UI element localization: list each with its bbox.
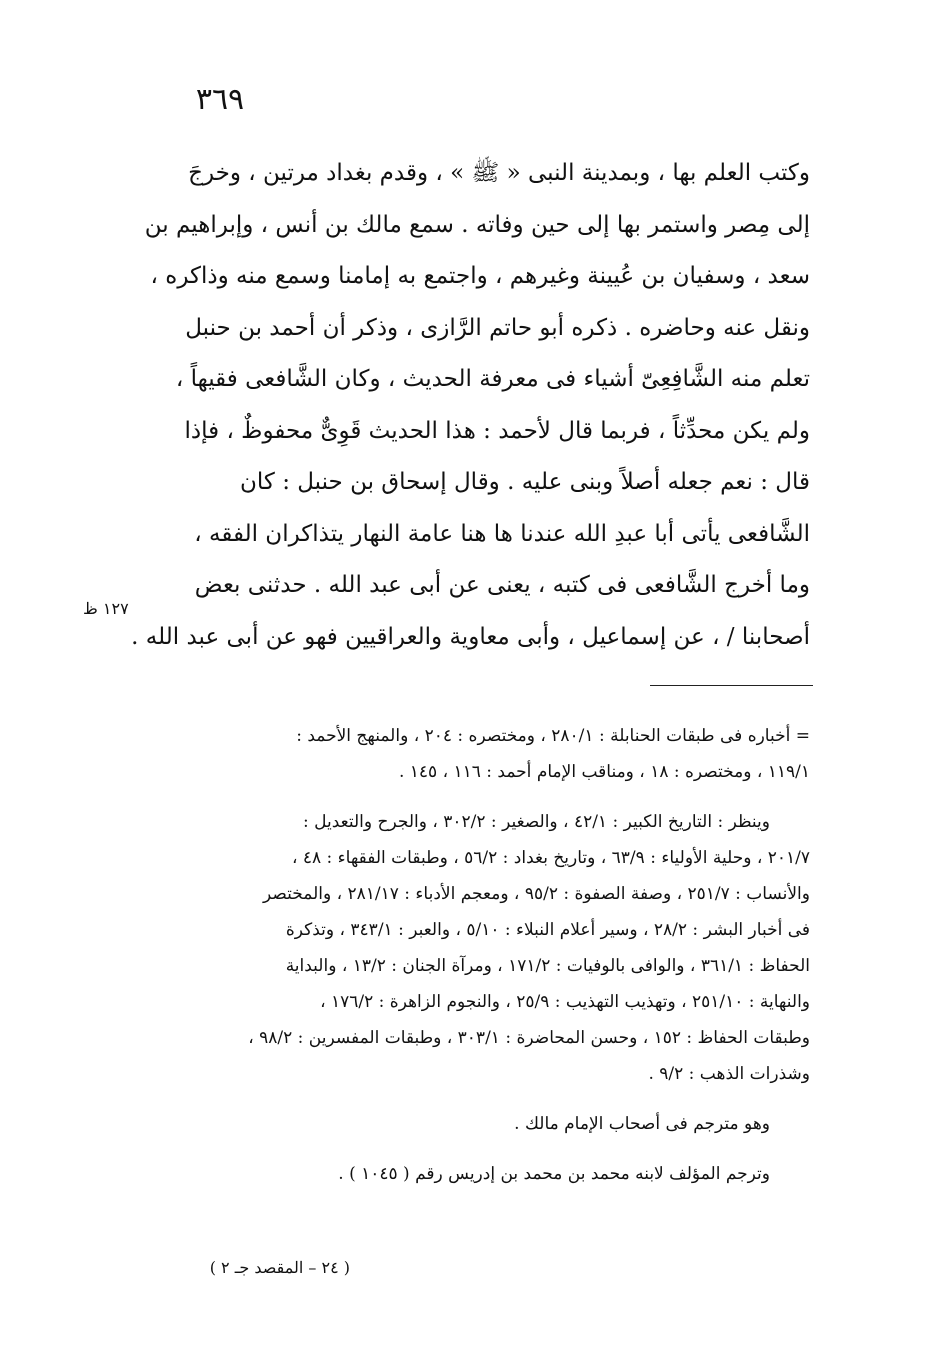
footnote-line: وطبقات الحفاظ : ١٥٢ ، وحسن المحاضرة : ٣٠٣/١ ، وطبقات المفسرين : ٩٨/٢ ،	[248, 1028, 810, 1048]
main-text-line: سعد ، وسفيان بن عُيينة وغيرهم ، واجتمع به إمامنا وسمع منه وذاكره ،	[150, 263, 810, 289]
footnote-line: والنهاية : ٢٥١/١٠ ، وتهذيب التهذيب : ٢٥/٩ ، والنجوم الزاهرة : ١٧٦/٢ ،	[320, 992, 810, 1012]
footnote-block-sources	[148, 804, 810, 1092]
footnote-separator	[650, 685, 813, 686]
footnote-line: وينظر : التاريخ الكبير : ٤٢/١ ، والصغير : ٣٠٢/٢ ، والجرح والتعديل :	[303, 812, 770, 832]
footnote-line: والأنساب : ٢٥١/٧ ، وصفة الصفوة : ٩٥/٢ ، ومعجم الأدباء : ٢٨١/١٧ ، والمختصر	[263, 884, 810, 904]
main-text-line: إلى مِصر واستمر بها إلى حين وفاته . سمع مالك بن أنس ، وإبراهيم بن	[144, 211, 810, 238]
footnote-line: وترجم المؤلف لابنه محمد بن محمد بن إدريس رقم ( ١٠٤٥ ) .	[338, 1164, 770, 1184]
main-text-line: وما أخرج الشَّافعى فى كتبه ، يعنى عن أبى عبد الله . حدثنى بعض	[194, 572, 810, 598]
main-text	[131, 148, 810, 663]
footnotes	[148, 718, 810, 1206]
footnote-line: وشذرات الذهب : ٩/٢ .	[648, 1064, 810, 1084]
manuscript-folio-note: ١٢٧ ظ	[83, 599, 129, 618]
main-text-line: قال : نعم جعله أصلاً وبنى عليه . وقال إسحاق بن حنبل : كان	[240, 469, 810, 495]
footnote-line: ٢٠١/٧ ، وحلية الأولياء : ٦٣/٩ ، وتاريخ بغداد : ٥٦/٢ ، وطبقات الفقهاء : ٤٨ ،	[291, 848, 810, 868]
footnote-line: الحفاظ : ٣٦١/١ ، والوافى بالوفيات : ١٧١/٢ ، ومرآة الجنان : ١٣/٢ ، والبداية	[285, 956, 810, 976]
footnote-block-malik	[148, 1106, 810, 1142]
footnote-block-son	[148, 1156, 810, 1192]
main-text-line: الشَّافعى يأتى أبا عبدِ الله عندنا ها هنا عامة النهار يتذاكران الفقه ،	[194, 520, 810, 547]
footnote-line: وهو مترجم فى أصحاب الإمام مالك .	[514, 1114, 770, 1134]
footnote-block-continuation	[148, 718, 810, 790]
main-text-line: تعلم منه الشَّافِعِىّ أشياء فى معرفة الحديث ، وكان الشَّافعى فقيهاً ،	[175, 366, 810, 392]
footnote-line: فى أخبار البشر : ٢٨/٢ ، وسير أعلام النبلاء : ٥/١٠ ، والعبر : ٣٤٣/١ ، وتذكرة	[285, 920, 810, 940]
signature-mark: ( ٢٤ – المقصد جـ ٢ )	[209, 1258, 350, 1277]
page-number: ٣٦٩	[195, 82, 245, 117]
main-text-line: أصحابنا / ، عن إسماعيل ، وأبى معاوية والعراقيين فهو عن أبى عبد الله .	[131, 623, 810, 650]
footnote-line: ١١٩/١ ، ومختصره : ١٨ ، ومناقب الإمام أحمد : ١١٦ ، ١٤٥ .	[398, 762, 810, 782]
main-text-line: ولم يكن محدِّثاً ، فربما قال لأحمد : هذا الحديث قَوِىٌّ محفوظٌ ، فإذا	[184, 417, 810, 444]
main-text-line: وكتب العلم بها ، وبمدينة النبى « ﷺ » ، وقدم بغداد مرتين ، وخرجَ	[188, 160, 810, 186]
main-text-line: ونقل عنه وحاضره . ذكره أبو حاتم الرَّازى ، وذكر أن أحمد بن حنبل	[185, 314, 810, 341]
footnote-line: = أخباره فى طبقات الحنابلة : ٢٨٠/١ ، ومختصره : ٢٠٤ ، والمنهج الأحمد :	[296, 726, 810, 746]
